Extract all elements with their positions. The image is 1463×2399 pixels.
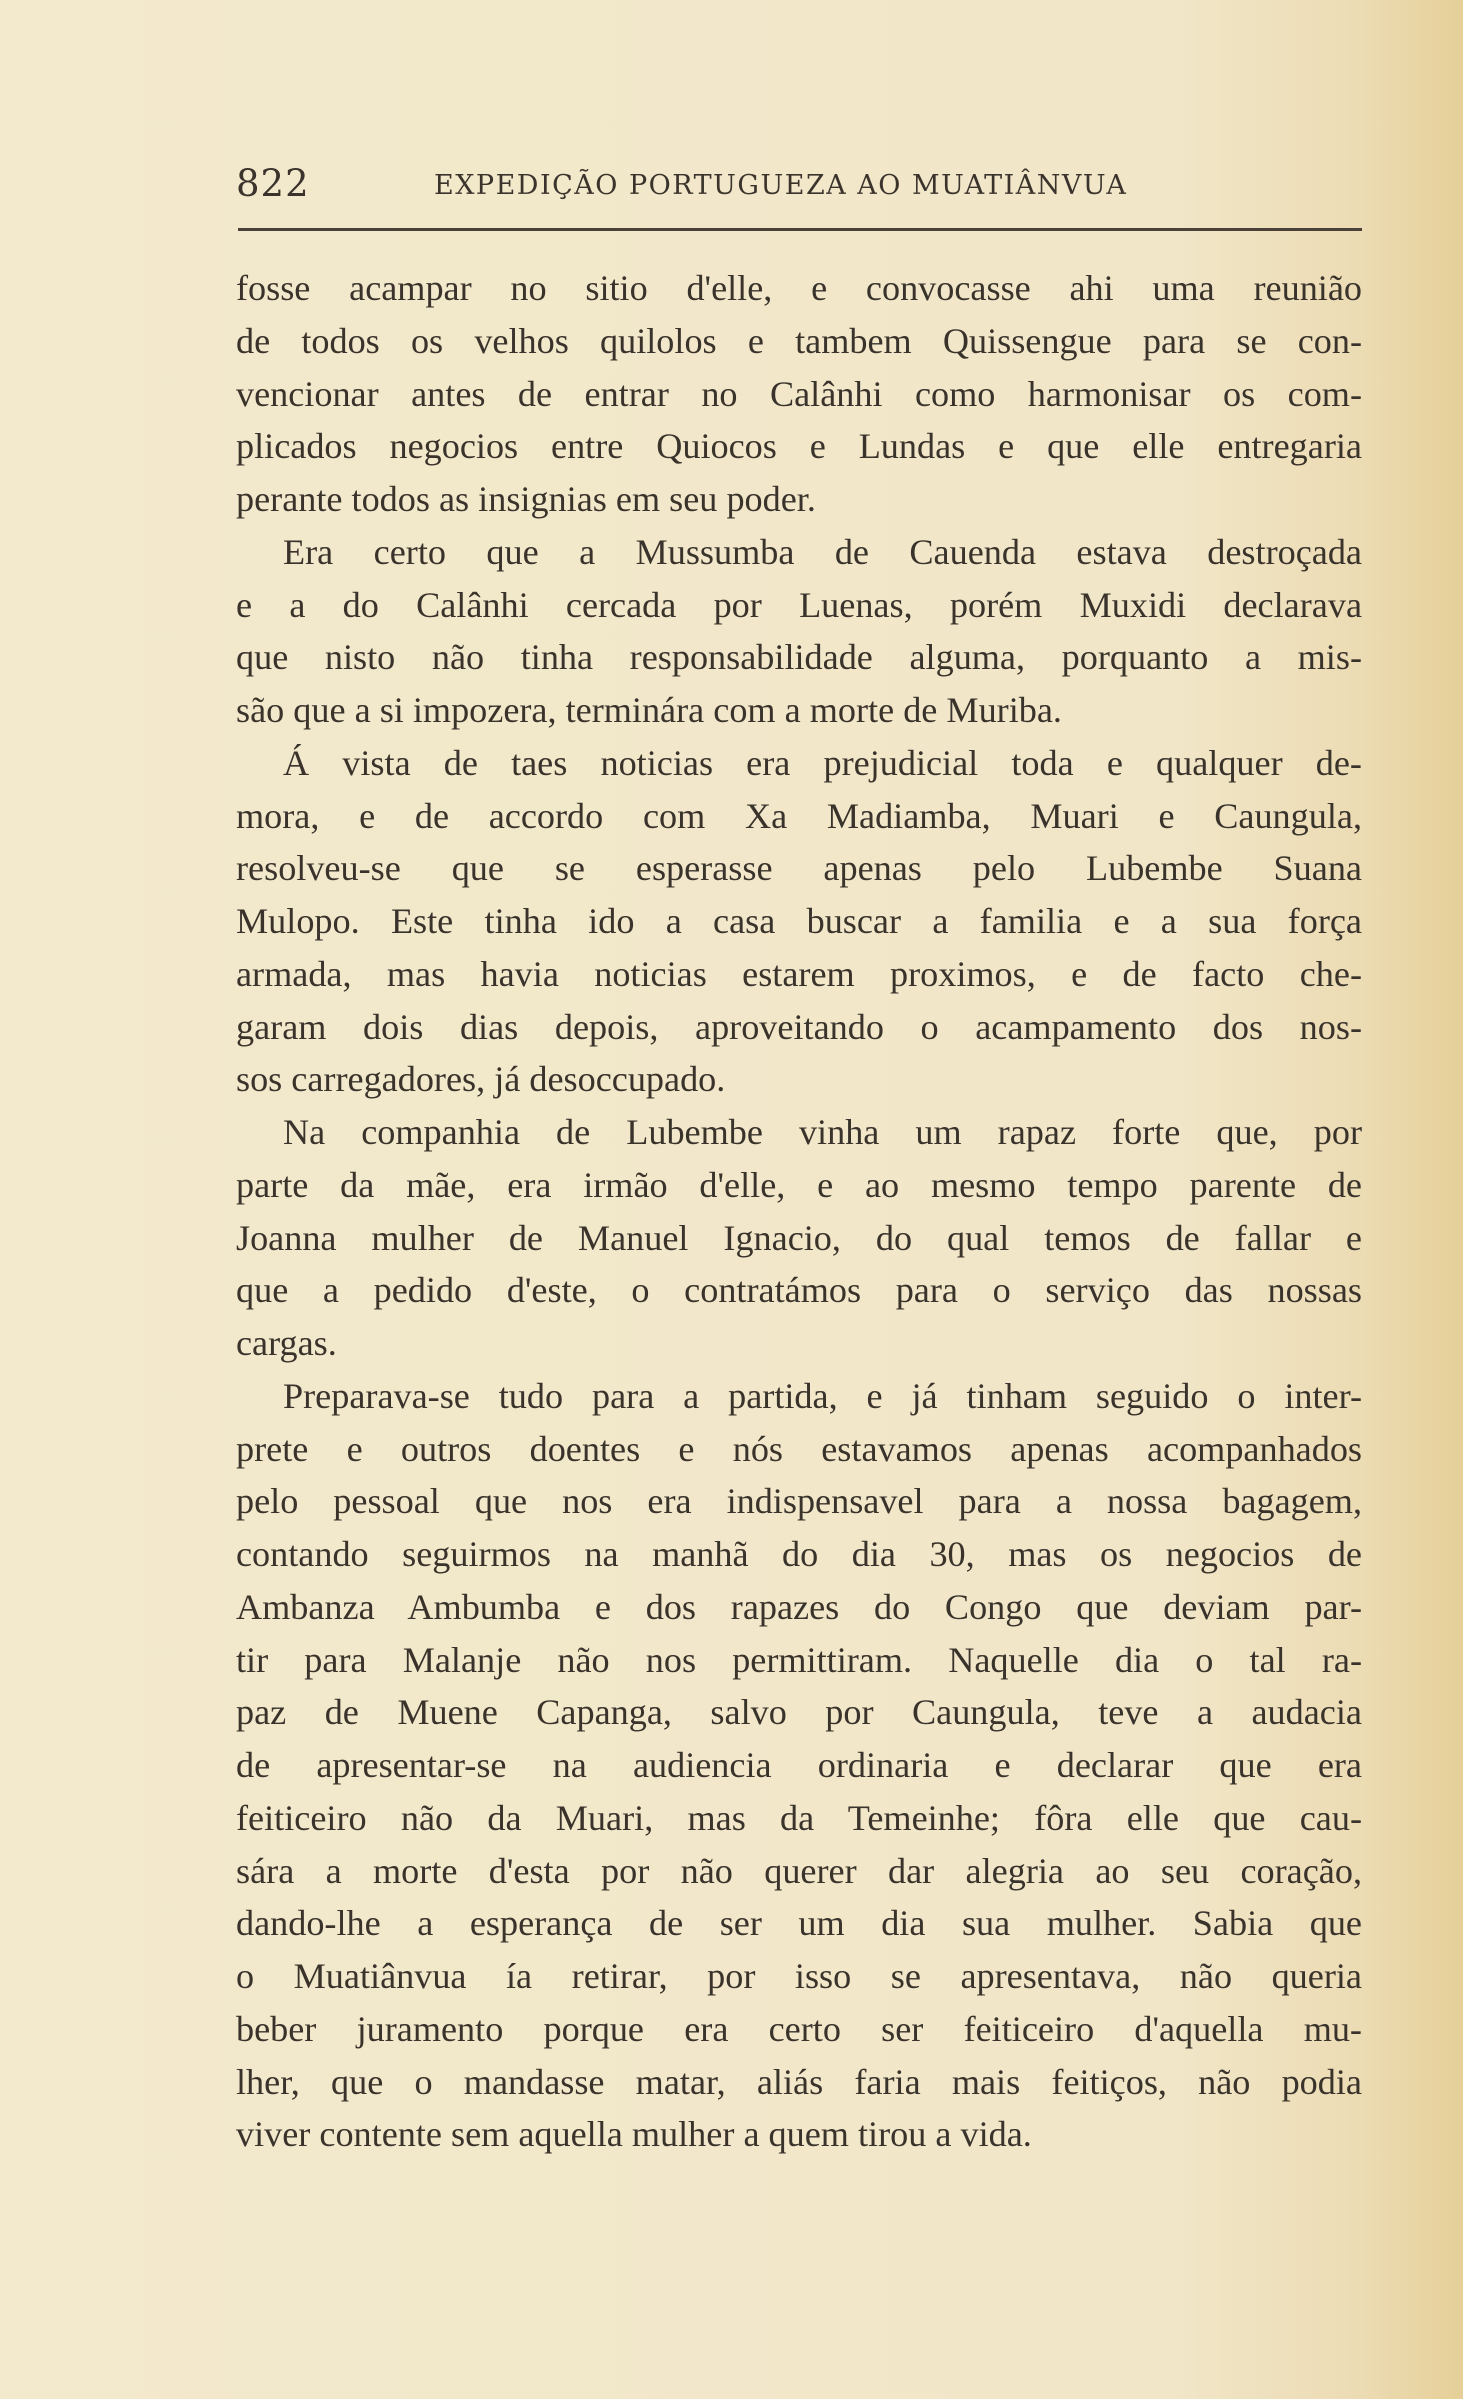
text-line: lher, que o mandasse matar, aliás faria mais feitiços, não podia (236, 2061, 1362, 2102)
text-line: sára a morte d'esta por não querer dar alegria ao seu coração, (236, 1850, 1362, 1891)
text-line: o Muatiânvua ía retirar, por isso se apresentava, não queria (236, 1956, 1362, 1996)
text-line: que a pedido d'este, o contratámos para o serviço das nossas (236, 1270, 1362, 1311)
text-line: sos carregadores, já desoccupado. (236, 1059, 726, 1100)
running-head: EXPEDIÇÃO PORTUGUEZA AO MUATIÂNVUA (434, 170, 1128, 201)
text-line: Á vista de taes noticias era prejudicial toda e qualquer de- (283, 742, 1362, 783)
text-line: Era certo que a Mussumba de Cauenda estava destroçada (283, 531, 1362, 572)
text-line: pelo pessoal que nos era indispensavel para a nossa bagagem, (236, 1481, 1362, 1522)
text-line: armada, mas havia noticias estarem proximos, e de facto che- (236, 953, 1362, 994)
text-line: Preparava-se tudo para a partida, e já tinham seguido o inter- (283, 1375, 1362, 1416)
text-line: viver contente sem aquella mulher a quem tirou a vida. (236, 2114, 1032, 2155)
text-line: perante todos as insignias em seu poder. (236, 479, 816, 519)
text-line: e a do Calânhi cercada por Luenas, porém Muxidi declarava (236, 584, 1362, 625)
header-rule (238, 228, 1362, 231)
text-line: feiticeiro não da Muari, mas da Temeinhe; fôra elle que cau- (236, 1797, 1362, 1838)
text-line: resolveu-se que se esperasse apenas pelo Lubembe Suana (236, 848, 1362, 889)
text-line: tir para Malanje não nos permittiram. Naquelle dia o tal ra- (236, 1639, 1362, 1680)
text-line: que nisto não tinha responsabilidade alguma, porquanto a mis- (236, 637, 1362, 678)
text-line: Na companhia de Lubembe vinha um rapaz forte que, por (283, 1112, 1362, 1152)
text-line: Joanna mulher de Manuel Ignacio, do qual temos de fallar e (236, 1217, 1362, 1258)
page-number: 822 (236, 162, 310, 205)
text-line: contando seguirmos na manhã do dia 30, mas os negocios de (236, 1534, 1362, 1574)
text-line: vencionar antes de entrar no Calânhi como harmonisar os com- (236, 373, 1362, 414)
text-line: cargas. (236, 1323, 337, 1363)
text-line: paz de Muene Capanga, salvo por Caungula, teve a audacia (236, 1692, 1362, 1733)
text-line: de todos os velhos quilolos e tambem Quissengue para se con- (236, 320, 1362, 361)
text-line: Mulopo. Este tinha ido a casa buscar a familia e a sua força (236, 901, 1362, 941)
text-line: Ambanza Ambumba e dos rapazes do Congo que deviam par- (236, 1586, 1362, 1627)
text-line: garam dois dias depois, aproveitando o acampamento dos nos- (236, 1006, 1362, 1047)
text-line: são que a si impozera, terminára com a morte de Muriba. (236, 690, 1062, 730)
body-text (236, 262, 1362, 2161)
text-line: prete e outros doentes e nós estavamos apenas acompanhados (236, 1428, 1362, 1469)
text-line: beber juramento porque era certo ser feiticeiro d'aquella mu- (236, 2008, 1362, 2049)
text-line: plicados negocios entre Quiocos e Lundas e que elle entregaria (236, 426, 1362, 467)
text-line: fosse acampar no sitio d'elle, e convocasse ahi uma reunião (236, 268, 1362, 308)
text-line: parte da mãe, era irmão d'elle, e ao mesmo tempo parente de (236, 1164, 1362, 1205)
text-line: de apresentar-se na audiencia ordinaria e declarar que era (236, 1745, 1362, 1785)
text-line: mora, e de accordo com Xa Madiamba, Muari e Caungula, (236, 795, 1362, 836)
page-header (236, 158, 1362, 214)
text-line: dando-lhe a esperança de ser um dia sua mulher. Sabia que (236, 1903, 1362, 1944)
